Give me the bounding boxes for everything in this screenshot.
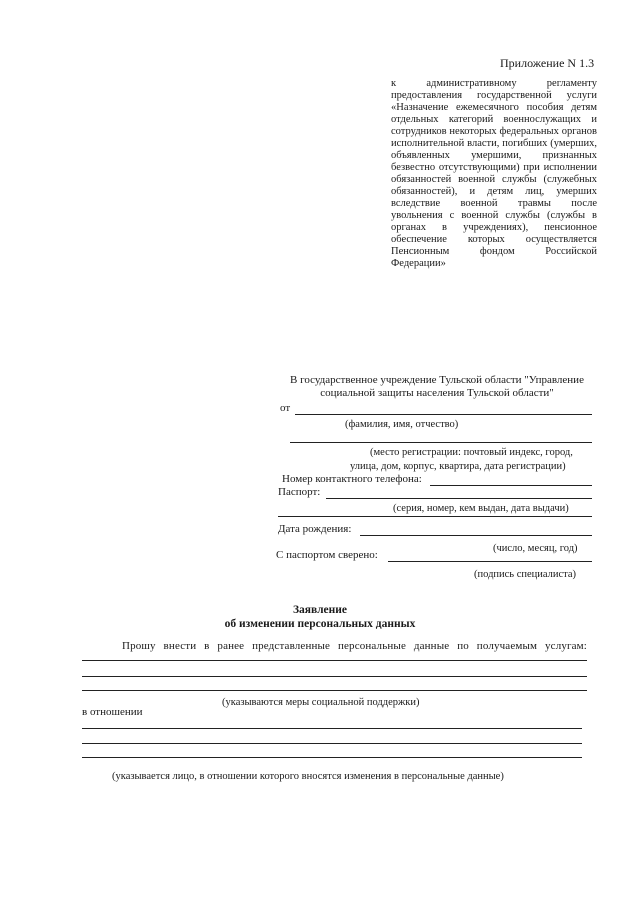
birthdate-hint: (число, месяц, год)	[493, 543, 578, 554]
person-line-3[interactable]	[82, 757, 582, 758]
person-line-2[interactable]	[82, 743, 582, 744]
address-hint-2: улица, дом, корпус, квартира, дата регистрации)	[350, 461, 566, 472]
statement-subtitle: об изменении персональных данных	[224, 618, 416, 630]
address-hint-1: (место регистрации: почтовый индекс, город,	[370, 447, 573, 458]
passport-label: Паспорт:	[278, 486, 321, 498]
reglament-reference: к административному регламенту предоставления государственной услуги «Назначение ежемесячного пособия детям отдельных категорий военнослужащих и сотрудников некоторых федеральных органов исполнительной власти, погибших (умерших, объявленных умершими, признанных безвестно отсутствующими) при исполнении обязанностей военной службы (служебных обязанностей), и детям лиц, умерших вследствие военной травмы после увольнения с военной службы (службы в органах в учреждениях), пенсионное обеспечение которых осуществляется Пенсионным фондом Российской Федерации»	[391, 78, 597, 269]
measures-hint: (указываются меры социальной поддержки)	[222, 697, 420, 708]
person-line-1[interactable]	[82, 728, 582, 729]
verified-label: С паспортом сверено:	[276, 549, 378, 561]
services-line-2[interactable]	[82, 676, 587, 677]
passport-line-2[interactable]	[278, 516, 592, 517]
passport-line[interactable]	[326, 498, 592, 499]
signature-line[interactable]	[388, 561, 592, 562]
person-hint: (указывается лицо, в отношении которого вносятся изменения в персональные данные)	[112, 771, 504, 782]
fio-line-1[interactable]	[295, 414, 592, 415]
from-label: от	[280, 402, 291, 414]
passport-hint: (серия, номер, кем выдан, дата выдачи)	[393, 503, 569, 514]
birthdate-line[interactable]	[360, 535, 592, 536]
birthdate-label: Дата рождения:	[278, 523, 352, 535]
relation-label: в отношении	[82, 706, 143, 718]
services-line-1[interactable]	[82, 660, 587, 661]
services-line-3[interactable]	[82, 690, 587, 691]
signature-hint: (подпись специалиста)	[474, 569, 577, 580]
appendix-title: Приложение N 1.3	[500, 56, 595, 70]
request-text: Прошу внести в ранее представленные персональные данные по получаемым услугам:	[122, 640, 587, 652]
recipient-institution: В государственное учреждение Тульской области "Управление социальной защиты населения Тульской области"	[290, 374, 584, 399]
fio-line-2[interactable]	[290, 442, 592, 443]
statement-title: Заявление	[292, 604, 347, 616]
phone-label: Номер контактного телефона:	[282, 473, 422, 485]
fio-hint: (фамилия, имя, отчество)	[345, 419, 459, 430]
phone-line[interactable]	[430, 485, 592, 486]
